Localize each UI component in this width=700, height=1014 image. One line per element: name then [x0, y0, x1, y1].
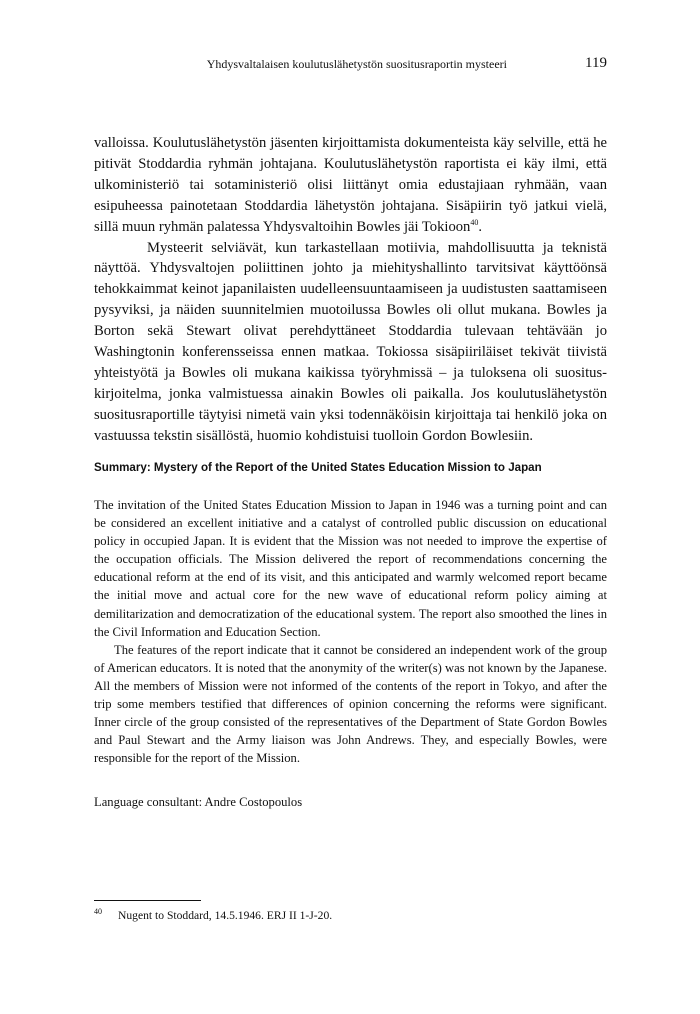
body-paragraph-2: Mysteerit selviävät, kun tarkastellaan motiivia, mahdollisuutta ja teknistä näyttöä. Yhdysvaltojen poliittinen johto ja miehityshallinto tarvitsivat käyttöönsä tehokkaimmat keinot japanilaisten uudelleensuuntaamiseen ja uudistusten saattamiseen pysyviksi, ja näiden suunnitelmien muotoilussa Bowles oli ollut mukana. Bowles ja Borton sekä Stewart olivat perehdyttäneet Stoddardia tulevaan tehtävään jo Washingtonin konferensseissa ennen matkaa. Tokiossa sisäpiiriläiset tekivät tiivistä yhteistyötä ja Bowles oli mukana kaikissa työryhmissä – ja tuloksena oli suosituskirjoitelma, jonka valmistuessa ainakin Bowles oli paikalla. Jos koulutuslähetystön suositusraportille täytyisi nimetä vain yksi todennäköisin kirjoittaja tai henkilö joka on vastuussa tekstin sisällöstä, huomio kohdistuisi tuolloin Gordon Bowlesiin.: [94, 239, 607, 444]
body-paragraph-1-text: valloissa. Koulutuslähetystön jäsenten kirjoittamista dokumenteista käy selville, että he pitivät Stoddardia ryhmän johtajana. Koulutuslähetystön raportista ei käy ilmi, että ulkoministeriö tai sotaministeriö olisi liittänyt omia edustajiaan ryhmään, vaan esipuheessa painotetaan Stoddardia lähetystön johtajana. Sisäpiirin työ jatkui vielä, sillä muun ryhmän palatessa Yhdysvaltoihin Bowles jäi Tokioon: [94, 135, 607, 235]
body-paragraph-1: [94, 133, 607, 238]
running-header: [94, 56, 607, 76]
footnote: [94, 908, 607, 923]
language-consultant-credit: Language consultant: Andre Costopoulos: [94, 795, 303, 809]
footnote-text: Nugent to Stoddard, 14.5.1946. ERJ II 1-J-20.: [118, 909, 333, 922]
finnish-body-text: [94, 133, 607, 447]
footnote-number: 40: [94, 907, 102, 917]
footnote-reference[interactable]: 40: [470, 217, 479, 227]
running-title: Yhdysvaltalaisen koulutuslähetystön suositusraportin mysteeri: [206, 57, 507, 71]
english-summary: [94, 496, 607, 767]
summary-paragraph-2: The features of the report indicate that it cannot be considered an independent work of the group of American educators. It is noted that the anonymity of the writer(s) was not known by the Japanese. All the members of Mission were not informed of the contents of the report in Tokyo, and after the trip some members testified that differences of opinion concerning the reforms were significant. Inner circle of the group consisted of the representatives of the Department of State Gordon Bowles and Paul Stewart and the Army liaison was John Andrews. They, and especially Bowles, were responsible for the report of the Mission.: [94, 642, 607, 766]
summary-heading: Summary: Mystery of the Report of the United States Education Mission to Japan: [94, 461, 542, 474]
body-paragraph-1-end: .: [478, 218, 483, 235]
footnote-divider: [94, 900, 201, 901]
summary-paragraph-1: The invitation of the United States Education Mission to Japan in 1946 was a turning point and can be considered an excellent initiative and a catalyst of controlled public discussion on educational policy in occupied Japan. It is evident that the Mission was not needed to improve the expertise of the occupation officials. The Mission delivered the report of recommendations concerning the educational reform at the end of its visit, and this anticipated and warmly welcomed report became the initial move and actual core for the new wave of educational reform policy aiming at demilitarization and democratization of the educational system. The report also smoothed the lines in the Civil Information and Education Section.: [94, 498, 607, 639]
page-number: 119: [585, 55, 607, 71]
